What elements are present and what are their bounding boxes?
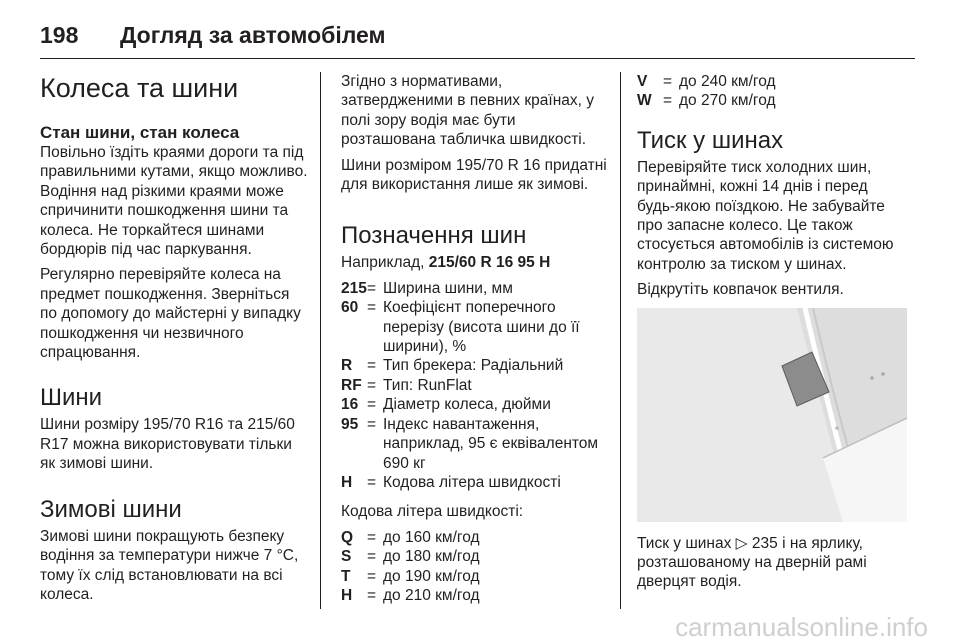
speed-code-list: Q = до 160 км/год S = до 180 км/год T = до 190 км/год H = до 210 км/год [341, 528, 607, 606]
paragraph: Шини розміром 195/70 R 16 придатні для використання лише як зимові. [341, 156, 607, 194]
section-title-winter: Зимові шини [40, 495, 182, 523]
def-value: Індекс навантаження, наприклад, 95 є еквівалентом 690 кг [383, 415, 599, 472]
speed-key: H [341, 586, 353, 604]
paragraph: Відкрутіть ковпачок вентиля. [637, 281, 844, 299]
def-value: Коефіцієнт поперечного перерізу (висота шини до її ширини), % [383, 299, 580, 356]
column-2 [341, 72, 607, 605]
speed-key: V [637, 73, 648, 90]
example-code: 215/60 R 16 95 H [428, 254, 551, 272]
speed-code-title: Кодова літера швидкості: [341, 503, 524, 521]
def-key: RF [341, 376, 362, 394]
paragraph: Зимові шини покращують безпеку водіння за температури нижче 7 °C, тому їх слід встановлювати на всі колеса. [40, 527, 299, 603]
caption-prefix: Тиск у шинах [637, 534, 736, 552]
speed-key: W [637, 92, 652, 110]
speed-value: до 160 км/год [383, 528, 480, 546]
def-key: 215 [341, 279, 367, 297]
def-value: Тип: RunFlat [383, 376, 472, 394]
caption-page-ref[interactable]: 235 [751, 534, 778, 552]
caption-suffix: і на ярлику, розташованому на дверній рамі дверцят водія. [637, 534, 867, 591]
def-key: R [341, 357, 353, 375]
header-rule [40, 58, 915, 59]
section-title-pressure: Тиск у шинах [637, 126, 784, 154]
column-divider [320, 72, 321, 609]
def-key: 95 [341, 415, 359, 433]
chapter-title: Колеса та шини [40, 73, 239, 103]
paragraph: Регулярно перевіряйте колеса на предмет пошкодження. Зверніться по допомогу до майстерні у випадку пошкодження чи незвичного спрацювання. [40, 266, 301, 362]
speed-key: T [341, 567, 351, 585]
paragraph: Згідно з нормативами, затвердженими в певних країнах, у полі зору водія має бути розташована табличка швидкості. [341, 73, 594, 149]
column-1 [40, 72, 308, 610]
page-number: 198 [40, 22, 79, 48]
speed-value: до 270 км/год [679, 92, 776, 110]
def-value: Ширина шини, мм [383, 279, 513, 297]
section-title-tires: Шини [40, 384, 103, 412]
speed-value: до 180 км/год [383, 548, 480, 566]
speed-key: S [341, 548, 352, 566]
example-line [341, 253, 607, 272]
subsection-title: Стан шини, стан колеса [40, 123, 240, 142]
door-frame-label-illustration [637, 308, 907, 522]
paragraph: Шини розміру 195/70 R16 та 215/60 R17 можна використовувати тільки як зимові шини. [40, 416, 295, 473]
example-prefix: Наприклад, [341, 254, 429, 272]
def-key: 16 [341, 396, 359, 414]
column-divider [620, 72, 621, 609]
arrow-right-icon: ▷ [735, 534, 748, 552]
def-value: Діаметр колеса, дюйми [383, 396, 551, 414]
watermark: carmanualsonline.info [675, 612, 928, 642]
def-value: Тип брекера: Радіальний [383, 357, 564, 375]
caption [637, 534, 907, 592]
page-header [40, 22, 386, 49]
def-value: Кодова літера швидкості [383, 473, 561, 491]
speed-code-list: V = до 240 км/год W = до 270 км/год [637, 72, 907, 111]
def-key: H [341, 473, 353, 491]
section-title: Догляд за автомобілем [120, 22, 386, 48]
speed-value: до 190 км/год [383, 567, 480, 585]
speed-key: Q [341, 528, 354, 546]
paragraph: Перевіряйте тиск холодних шин, принаймні, кожні 14 днів і перед будь-якою поїздкою. Не забувайте про запасне колесо. Це також стосується автомобілів із системою контролю за тиском у шинах. [637, 158, 894, 273]
speed-value: до 210 км/год [383, 586, 480, 604]
section-title-designation: Позначення шин [341, 222, 527, 250]
column-3 [637, 72, 907, 598]
def-key: 60 [341, 299, 359, 317]
paragraph: Повільно їздіть краями дороги та під правильними кутами, якщо можливо. Водіння над різкими краями може спричинити пошкодження шини та колеса. Не торкайтеся шинами бордюрів під час паркування. [40, 144, 308, 259]
speed-value: до 240 км/год [679, 73, 776, 90]
designation-list: 215 = Ширина шини, мм 60 = Коефіцієнт поперечного перерізу (висота шини до її ширини), % R = Тип брекера: Радіальний RF = Тип: RunFlat 16 = Діаметр колеса, дюйми 95 = Індекс навантаження, наприклад, 95 є еквівалентом 690 кг H = Кодова літера швидкості [341, 279, 607, 492]
